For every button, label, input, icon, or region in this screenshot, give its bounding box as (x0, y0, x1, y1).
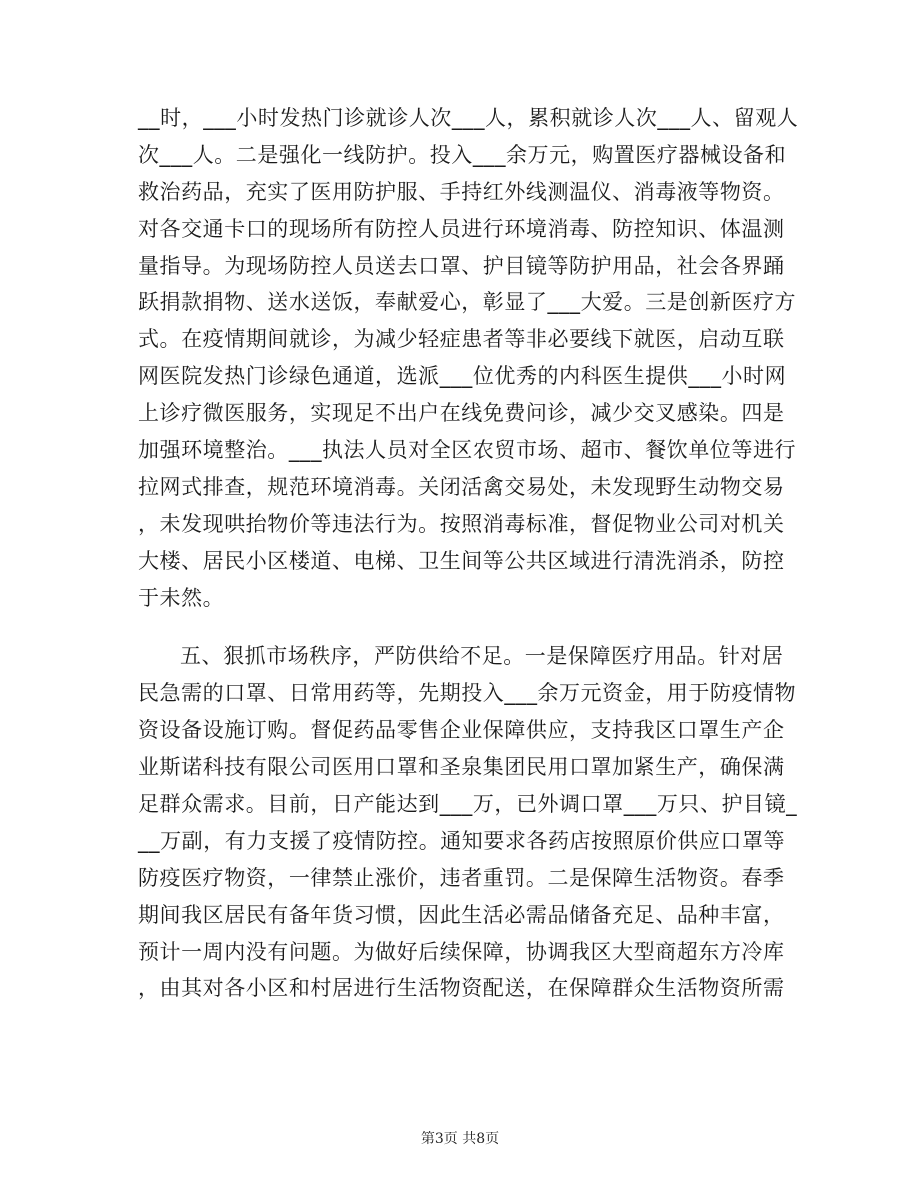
text-line: 次___人。二是强化一线防护。投入___余万元，购置医疗器械设备和 (138, 142, 787, 167)
text-line: __时，___小时发热门诊就诊人次___人，累积就诊人次___人、留观人 (138, 106, 799, 130)
text-line: 资设备设施订购。督促药品零售企业保障供应，支持我区口罩生产企 (138, 718, 785, 743)
text-line: 五、狠抓市场秩序，严防供给不足。一是保障医疗用品。针对居 (180, 644, 784, 669)
text-line: __万副，有力支援了疫情防控。通知要求各药店按照原价供应口罩等 (138, 828, 786, 853)
document-body (138, 100, 799, 1007)
text-line: 期间我区居民有备年货习惯，因此生活必需品储备充足、品种丰富， (138, 902, 785, 927)
text-line: 业斯诺科技有限公司医用口罩和圣泉集团民用口罩加紧生产，确保满 (138, 755, 785, 780)
text-line: 量指导。为现场防控人员送去口罩、护目镜等防护用品，社会各界踊 (138, 253, 785, 278)
text-line: 网医院发热门诊绿色通道，选派___位优秀的内科医生提供___小时网 (138, 364, 787, 389)
text-line: ，未发现哄抬物价等违法行为。按照消毒标准，督促物业公司对机关 (138, 511, 785, 536)
text-line: 加强环境整治。___执法人员对全区农贸市场、超市、餐饮单位等进行 (138, 438, 797, 463)
text-line: ，由其对各小区和村居进行生活物资配送，在保障群众生活物资所需 (138, 976, 785, 1001)
text-line: 上诊疗微医服务，实现足不出户在线免费问诊，减少交叉感染。四是 (138, 401, 785, 426)
text-line: 于未然。 (138, 585, 225, 610)
page-number-footer: 第3页 共8页 (420, 1131, 500, 1147)
text-line: 对各交通卡口的现场所有防控人员进行环境消毒、防控知识、体温测 (138, 216, 785, 241)
text-line: 跃捐款捐物、送水送饭，奉献爱心，彰显了___大爱。三是创新医疗方 (138, 290, 797, 315)
text-line: 救治药品，充实了医用防护服、手持红外线测温仪、消毒液等物资。 (138, 179, 785, 204)
text-line: 预计一周内没有问题。为做好后续保障，协调我区大型商超东方冷库 (138, 939, 785, 964)
paragraph-spacer (138, 616, 778, 638)
text-line: 拉网式排查，规范环境消毒。关闭活禽交易处，未发现野生动物交易 (138, 474, 785, 499)
text-line: 民急需的口罩、日常用药等，先期投入___余万元资金，用于防疫情物 (138, 681, 797, 706)
paragraph-1 (138, 100, 799, 616)
text-line: 大楼、居民小区楼道、电梯、卫生间等公共区域进行清洗消杀，防控 (138, 548, 785, 573)
text-line: 防疫医疗物资，一律禁止涨价，违者重罚。二是保障生活物资。春季 (138, 865, 785, 890)
paragraph-2 (138, 638, 798, 1007)
text-line: 式。在疫情期间就诊，为减少轻症患者等非必要线下就医，启动互联 (138, 327, 785, 352)
text-line: 足群众需求。目前，日产能达到___万，已外调口罩___万只、护目镜_ (138, 792, 798, 817)
